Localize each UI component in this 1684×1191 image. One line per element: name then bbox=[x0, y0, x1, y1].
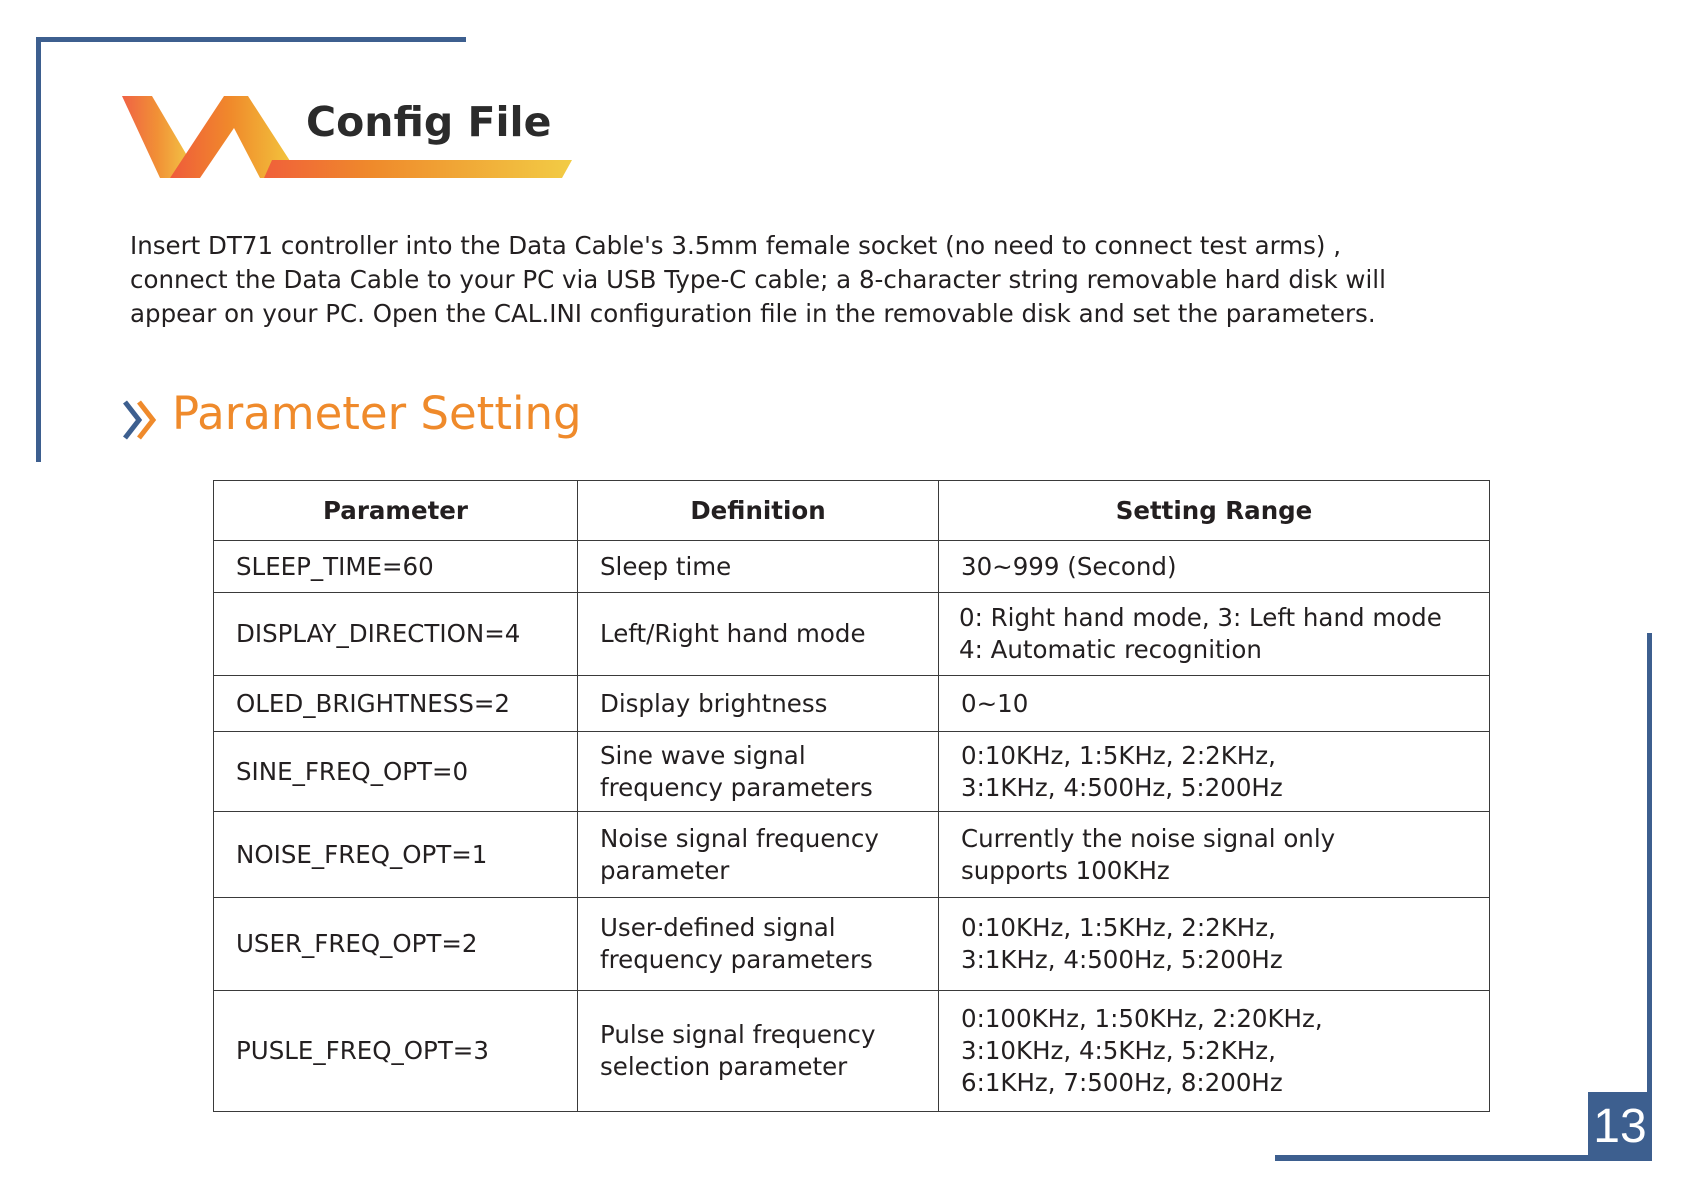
frame-corner-top-left-horizontal bbox=[36, 37, 466, 42]
definition-line: selection parameter bbox=[600, 1052, 848, 1081]
setting-range-cell bbox=[939, 898, 1490, 991]
setting-range-cell bbox=[939, 676, 1490, 732]
definition-cell bbox=[578, 991, 939, 1112]
setting-range-line: 4: Automatic recognition bbox=[959, 635, 1262, 664]
setting-range-line: 0~10 bbox=[961, 688, 1029, 718]
setting-range-line: supports 100KHz bbox=[961, 855, 1170, 885]
definition-cell bbox=[578, 676, 939, 732]
table-row bbox=[214, 898, 1490, 991]
parameter-cell: SLEEP_TIME=60 bbox=[214, 541, 578, 593]
definition-line: Sleep time bbox=[600, 551, 732, 581]
setting-range-cell bbox=[939, 991, 1490, 1112]
setting-range-cell bbox=[939, 812, 1490, 898]
definition-line: User-defined signal bbox=[600, 913, 836, 942]
definition-line: Sine wave signal bbox=[600, 740, 806, 770]
definition-line: frequency parameters bbox=[600, 945, 873, 974]
frame-corner-bottom-right-vertical bbox=[1647, 633, 1652, 1161]
definition-cell bbox=[578, 898, 939, 991]
page-number: 13 bbox=[1588, 1092, 1652, 1161]
setting-range-cell bbox=[939, 593, 1490, 676]
setting-range-line: 30~999 (Second) bbox=[961, 551, 1177, 581]
parameter-table bbox=[213, 480, 1490, 1112]
setting-range-line: 0: Right hand mode, 3: Left hand mode bbox=[959, 603, 1442, 632]
page-header-title: Config File bbox=[306, 98, 552, 146]
frame-corner-top-left-vertical bbox=[36, 37, 41, 462]
setting-range-cell bbox=[939, 732, 1490, 812]
double-chevron-right-icon bbox=[122, 398, 160, 442]
parameter-cell: DISPLAY_DIRECTION=4 bbox=[214, 593, 578, 676]
setting-range-cell bbox=[939, 541, 1490, 593]
setting-range-line: 0:10KHz, 1:5KHz, 2:2KHz, bbox=[961, 913, 1276, 942]
column-header-parameter: Parameter bbox=[214, 481, 578, 541]
setting-range-line: 0:100KHz, 1:50KHz, 2:20KHz, bbox=[961, 1004, 1323, 1033]
parameter-cell: NOISE_FREQ_OPT=1 bbox=[214, 812, 578, 898]
definition-line: frequency parameters bbox=[600, 772, 873, 802]
definition-line: Left/Right hand mode bbox=[600, 619, 866, 648]
definition-cell bbox=[578, 541, 939, 593]
setting-range-line: Currently the noise signal only bbox=[961, 823, 1336, 853]
parameter-cell: OLED_BRIGHTNESS=2 bbox=[214, 676, 578, 732]
parameter-cell: USER_FREQ_OPT=2 bbox=[214, 898, 578, 991]
intro-line: appear on your PC. Open the CAL.INI configuration file in the removable disk and set the parameters. bbox=[130, 299, 1376, 328]
intro-line: Insert DT71 controller into the Data Cable's 3.5mm female socket (no need to connect test arms) , bbox=[130, 231, 1342, 260]
intro-line: connect the Data Cable to your PC via USB Type-C cable; a 8-character string removable hard disk will bbox=[130, 265, 1386, 294]
definition-line: parameter bbox=[600, 855, 730, 885]
definition-cell bbox=[578, 812, 939, 898]
definition-cell bbox=[578, 593, 939, 676]
table-row bbox=[214, 732, 1490, 812]
table-header-row bbox=[214, 481, 1490, 541]
section-title: Parameter Setting bbox=[172, 387, 582, 440]
setting-range-line: 3:1KHz, 4:500Hz, 5:200Hz bbox=[961, 945, 1283, 974]
parameter-cell: PUSLE_FREQ_OPT=3 bbox=[214, 991, 578, 1112]
table-row bbox=[214, 991, 1490, 1112]
setting-range-line: 3:10KHz, 4:5KHz, 5:2KHz, bbox=[961, 1036, 1276, 1065]
setting-range-line: 6:1KHz, 7:500Hz, 8:200Hz bbox=[961, 1068, 1283, 1097]
definition-line: Pulse signal frequency bbox=[600, 1020, 876, 1049]
setting-range-line: 3:1KHz, 4:500Hz, 5:200Hz bbox=[961, 772, 1283, 802]
definition-line: Noise signal frequency bbox=[600, 823, 879, 853]
definition-line: Display brightness bbox=[600, 688, 828, 718]
parameter-cell: SINE_FREQ_OPT=0 bbox=[214, 732, 578, 812]
definition-cell bbox=[578, 732, 939, 812]
table-row bbox=[214, 541, 1490, 593]
setting-range-line: 0:10KHz, 1:5KHz, 2:2KHz, bbox=[961, 740, 1276, 770]
table-row bbox=[214, 812, 1490, 898]
table-row bbox=[214, 593, 1490, 676]
intro-paragraph bbox=[130, 229, 1580, 331]
table-row bbox=[214, 676, 1490, 732]
column-header-definition: Definition bbox=[578, 481, 939, 541]
column-header-setting-range: Setting Range bbox=[939, 481, 1490, 541]
